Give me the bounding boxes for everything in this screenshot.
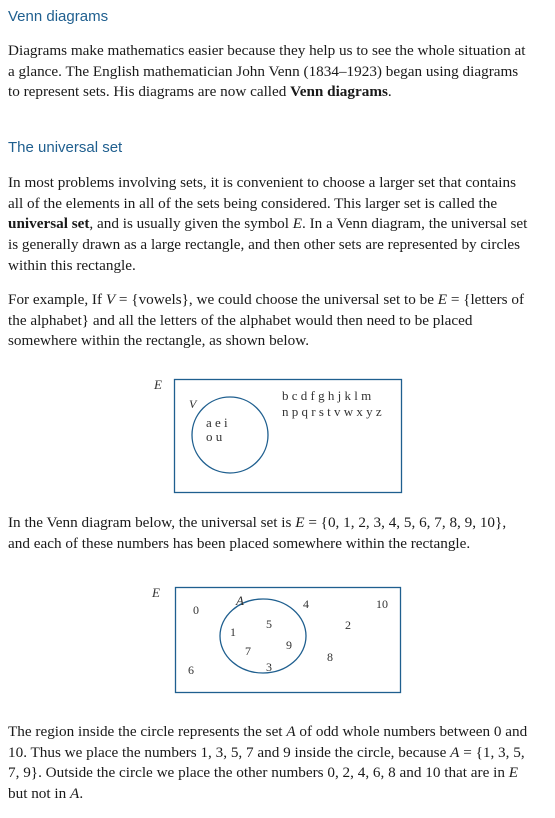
text-run: In the Venn diagram below, the universal set is xyxy=(8,514,296,531)
outside-number: 10 xyxy=(376,597,388,611)
italic-symbol: A xyxy=(450,743,460,761)
text-run: = {1, 3, 5, 7, 9}. Outside the circle we place the other numbers 0, 2, 4, 6, 8 and 10 that are in xyxy=(8,743,525,782)
outside-number: 8 xyxy=(327,650,333,664)
outside-elements-line: n p q r s t v w x y z xyxy=(282,404,382,419)
inside-number: 5 xyxy=(266,617,272,631)
italic-symbol: V xyxy=(105,291,116,308)
inside-number: 1 xyxy=(230,625,236,639)
italic-symbol: E xyxy=(295,514,305,531)
text-run: The region inside the circle represents the set xyxy=(8,723,287,740)
text-run: = {0, 1, 2, 3, 4, 5, 6, 7, 8, 9, 10}, and each of these numbers has been placed somewhere within the rectangle. xyxy=(8,514,507,552)
heading-venn-diagrams: Venn diagrams xyxy=(8,8,109,25)
venn-diagram-vowels xyxy=(0,370,555,500)
inside-number: 3 xyxy=(266,660,272,674)
text-run: Diagrams make mathematics easier because they help us to see the whole situation at a glance. The English mathematician John Venn (1834–1923) began using diagrams to represent sets. His diagrams are now called xyxy=(8,42,526,101)
outside-number: 0 xyxy=(193,603,199,617)
paragraph-universal-set xyxy=(8,173,530,277)
text-run: = {vowels}, we could choose the universal set to be xyxy=(115,291,438,308)
venn-diagram-numbers xyxy=(0,580,555,700)
set-circle xyxy=(192,397,268,473)
text-run: For example, If xyxy=(8,291,106,308)
paragraph-set-a-explanation xyxy=(8,722,530,805)
paragraph-vowels-example xyxy=(8,290,530,352)
inside-elements-line: a e i xyxy=(206,415,228,430)
set-label: V xyxy=(189,397,197,411)
outside-elements-line: b c d f g h j k l m xyxy=(282,388,372,403)
heading-universal-set: The universal set xyxy=(8,139,123,156)
text-run: = {letters of the alphabet} and all the letters of the alphabet would then need to be placed somewhere within the rectangle, as shown below. xyxy=(8,291,525,350)
bold-term: universal set xyxy=(8,215,90,233)
text-run: of odd whole numbers between 0 and 10. Thus we place the numbers 1, 3, 5, 7 and 9 inside the circle, because xyxy=(8,723,528,761)
paragraph-numbers-example xyxy=(8,513,530,554)
bold-term: Venn diagrams xyxy=(290,83,388,101)
outside-number: 2 xyxy=(345,618,351,632)
italic-symbol: E xyxy=(437,291,448,308)
text-run: but not in xyxy=(8,785,71,803)
text-run: . xyxy=(387,83,392,101)
italic-symbol: E xyxy=(292,215,303,233)
inside-number: 9 xyxy=(286,638,292,652)
inside-number: 7 xyxy=(245,644,251,658)
inside-elements-line: o u xyxy=(206,429,223,444)
text-run: . In a Venn diagram, the universal set is generally drawn as a large rectangle, and then other sets are represented by circles within this rectangle. xyxy=(8,215,528,274)
italic-symbol: A xyxy=(70,785,80,803)
outside-number: 4 xyxy=(303,597,309,611)
italic-symbol: A xyxy=(286,723,296,740)
text-run: , and is usually given the symbol xyxy=(89,215,293,233)
universal-set-label: E xyxy=(152,585,160,600)
text-run: In most problems involving sets, it is convenient to choose a larger set that contains all of the elements in all of the sets being considered. This larger set is called the xyxy=(8,174,516,212)
universal-set-label: E xyxy=(154,377,162,392)
set-label: A xyxy=(236,593,244,608)
text-run: . xyxy=(79,785,84,803)
paragraph-intro xyxy=(8,41,530,103)
outside-number: 6 xyxy=(188,663,194,677)
italic-symbol: E xyxy=(508,764,519,782)
